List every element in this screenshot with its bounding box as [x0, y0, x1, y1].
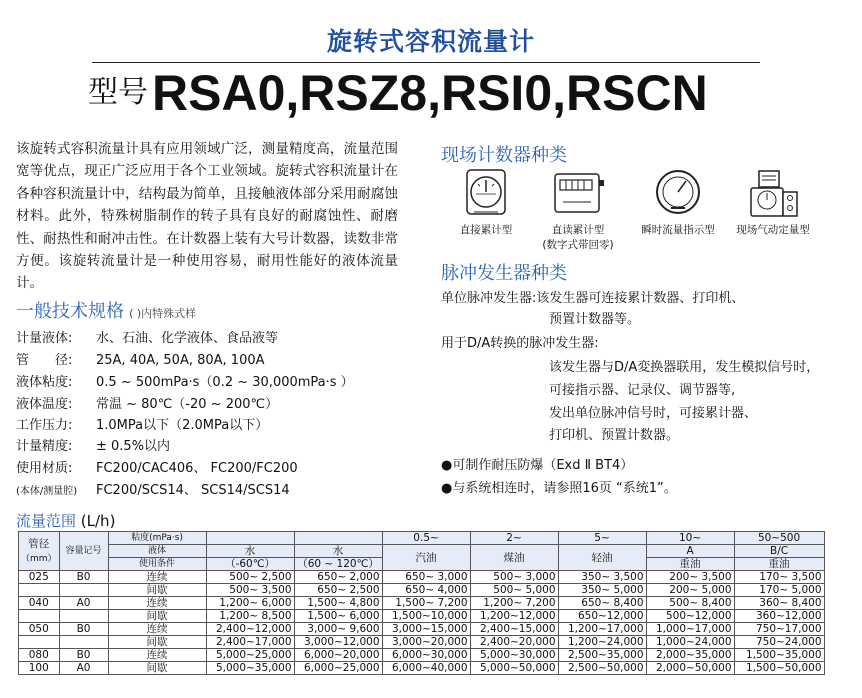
title-divider [92, 62, 760, 63]
table-row [19, 623, 825, 636]
header-cell: 轻油 [558, 545, 646, 571]
table-cell: 间歇 [108, 662, 206, 675]
pulse-line: 该发生器与D/A変换器联用，发生模拟信号时， [549, 360, 820, 375]
header-cell: 容量记号 [59, 532, 108, 571]
table-cell: 650~12,000 [558, 610, 646, 623]
table-cell: B0 [59, 623, 108, 636]
table-cell: 1,500~ 7,200 [382, 597, 470, 610]
model-heading [88, 64, 708, 122]
spec-heading [16, 297, 196, 323]
header-pipe-unit: （mm） [21, 553, 57, 564]
header-cell: B/C [734, 545, 824, 558]
pulse-line: 预置计数器等。 [549, 312, 641, 327]
spec-title: 一般技术规格 [16, 301, 124, 322]
spec-value: 1.0MPa以下（2.0MPa以下） [96, 418, 269, 433]
header-cell: 50~500 [734, 532, 824, 545]
table-row [19, 571, 825, 584]
counter-type [628, 168, 728, 237]
table-cell: 500~ 2,500 [206, 571, 294, 584]
table-cell: 080 [19, 649, 60, 662]
table-cell: 5,000~35,000 [206, 662, 294, 675]
table-row [19, 597, 825, 610]
header-cell: （-60℃） [206, 558, 294, 571]
counter-label: 现场气动定量型 [736, 224, 810, 236]
table-cell: 1,200~12,000 [470, 610, 558, 623]
table-cell: 650~ 2,500 [294, 584, 382, 597]
spec-value: 水、石油、化学液体、食品液等 [96, 331, 279, 346]
table-cell: B0 [59, 649, 108, 662]
pulse-line: 打印机、预置计数器。 [549, 428, 680, 443]
table-row [19, 610, 825, 623]
table-cell: 1,500~ 6,000 [294, 610, 382, 623]
table-cell: 1,500~35,000 [734, 649, 824, 662]
table-cell: 650~ 4,000 [382, 584, 470, 597]
table-cell [59, 610, 108, 623]
table-cell: 650~ 2,000 [294, 571, 382, 584]
spec-value: ± 0.5%以内 [96, 439, 171, 454]
table-cell: 500~12,000 [646, 610, 734, 623]
counters-heading: 现场计数器种类 [441, 145, 567, 166]
table-cell: 1,200~ 8,500 [206, 610, 294, 623]
table-cell: 350~ 3,500 [558, 571, 646, 584]
header-cell: 液体 [108, 545, 206, 558]
table-cell: 6,000~20,000 [294, 649, 382, 662]
table-cell: 360~12,000 [734, 610, 824, 623]
table-cell [19, 636, 60, 649]
table-cell: 650~ 3,000 [382, 571, 470, 584]
flow-range-table [18, 531, 825, 675]
spec-row [16, 349, 265, 368]
table-cell: 500~ 3,500 [206, 584, 294, 597]
table-cell: 750~17,000 [734, 623, 824, 636]
header-cell: 10~ [646, 532, 734, 545]
table-cell: 1,500~ 4,800 [294, 597, 382, 610]
table-cell: 2,500~35,000 [558, 649, 646, 662]
table-cell: 2,400~15,000 [470, 623, 558, 636]
table-row [19, 649, 825, 662]
table-header-row [19, 532, 825, 545]
table-cell: 2,400~20,000 [470, 636, 558, 649]
table-cell: 3,000~15,000 [382, 623, 470, 636]
table-cell: 1,200~ 7,200 [470, 597, 558, 610]
table-cell: 2,400~12,000 [206, 623, 294, 636]
table-cell: 2,000~35,000 [646, 649, 734, 662]
table-cell: 连续 [108, 623, 206, 636]
table-cell: 1,200~24,000 [558, 636, 646, 649]
table-cell: B0 [59, 571, 108, 584]
table-cell: 500~ 8,400 [646, 597, 734, 610]
table-cell: 连续 [108, 571, 206, 584]
table-cell [19, 610, 60, 623]
table-cell [19, 584, 60, 597]
table-cell: 5,000~50,000 [470, 662, 558, 675]
table-cell: 5,000~30,000 [470, 649, 558, 662]
table-cell: 200~ 5,000 [646, 584, 734, 597]
bullet-note: ●与系统相连时，请参照16页 “系统1”。 [441, 481, 677, 496]
header-cell: 重油 [646, 558, 734, 571]
header-pipe: 管径 [28, 537, 50, 550]
table-cell: 间歇 [108, 636, 206, 649]
table-cell: 360~ 8,400 [734, 597, 824, 610]
range-title [16, 510, 115, 531]
table-cell: 6,000~40,000 [382, 662, 470, 675]
table-cell: 500~ 5,000 [470, 584, 558, 597]
digital-counter-icon [551, 168, 605, 218]
spec-row [16, 457, 298, 476]
table-cell: 750~24,000 [734, 636, 824, 649]
table-cell: 1,000~24,000 [646, 636, 734, 649]
header-cell: 汽油 [382, 545, 470, 571]
spec-key: 计量液体: [16, 331, 73, 346]
table-cell: 040 [19, 597, 60, 610]
header-cell: 0.5~ [382, 532, 470, 545]
table-cell: 025 [19, 571, 60, 584]
spec-key: (本体/测量腔) [16, 486, 78, 497]
pulse-heading: 脉冲发生器种类 [441, 263, 567, 284]
table-cell: A0 [59, 662, 108, 675]
table-cell: 1,500~50,000 [734, 662, 824, 675]
header-cell: 水 [206, 545, 294, 558]
range-title-text: 流量范围 [16, 512, 77, 530]
spec-row [16, 479, 290, 498]
spec-value: 常温 ~ 80℃（-20 ~ 200℃） [96, 397, 279, 412]
page-title: 旋转式容积流量计 [326, 27, 535, 56]
spec-value: FC200/CAC406、 FC200/FC200 [96, 461, 298, 476]
pulse-line: 可接指示器、记录仪、调节器等, [549, 383, 736, 398]
spec-value: 25A, 40A, 50A, 80A, 100A [96, 353, 265, 368]
table-cell: 2,000~50,000 [646, 662, 734, 675]
spec-key: 管 径: [16, 353, 73, 368]
spec-note: ( )内特殊式样 [129, 307, 197, 320]
table-cell: 间歇 [108, 610, 206, 623]
counter-label: 直接累计型 [459, 224, 513, 236]
table-cell: 350~ 5,000 [558, 584, 646, 597]
table-cell: 1,200~ 6,000 [206, 597, 294, 610]
pneumatic-icon [745, 168, 801, 218]
header-cell: 水 [294, 545, 382, 558]
table-cell: A0 [59, 597, 108, 610]
range-title-unit: (L/h) [80, 512, 116, 530]
gauge-icon [653, 168, 703, 218]
header-cell: A [646, 545, 734, 558]
counter-type [528, 168, 628, 252]
spec-key: 液体温度: [16, 397, 73, 412]
header-cell [294, 532, 382, 545]
table-cell: 050 [19, 623, 60, 636]
spec-row [16, 414, 268, 433]
spec-key: 工作压力: [16, 418, 73, 433]
spec-row [16, 371, 354, 390]
header-cell: 煤油 [470, 545, 558, 571]
pulse-line: 发出单位脉冲信号时，可接累计器、 [549, 406, 758, 421]
header-cell: 粘度(mPa·s) [108, 532, 206, 545]
counter-type [723, 168, 823, 237]
spec-row [16, 393, 278, 412]
header-cell: 2~ [470, 532, 558, 545]
header-cell: （60 ~ 120℃） [294, 558, 382, 571]
table-cell: 间歇 [108, 584, 206, 597]
spec-row [16, 435, 170, 454]
counter-type [436, 168, 536, 237]
model-prefix: 型号 [88, 75, 148, 110]
pulse-line: 单位脉冲发生器:该发生器可连接累计数器、打印机、 [441, 291, 745, 306]
counter-sublabel: (数字式带回零) [542, 239, 614, 251]
intro-paragraph: 该旋转式容积流量计具有应用领域广泛，测量精度高，流量范围宽等优点，现正广泛应用于各个工业领域。旋转式容积流量计在各种容积流量计中，结构最为简单，且接触液体部分采用耐腐蚀材料。此外，特殊树脂制作的转子具有良好的耐腐蚀性、耐磨性、耐热性和耐冲击性。在计数器上装有大号计数器，读数非常方便。该旋转流量计是一种使用容易，耐用性能好的液体流量计。 [16, 141, 398, 292]
table-cell: 2,500~50,000 [558, 662, 646, 675]
counter-label: 直读累计型 [551, 224, 605, 236]
spec-value: FC200/SCS14、 SCS14/SCS14 [96, 483, 290, 498]
header-cell: 重油 [734, 558, 824, 571]
header-cell: 使用条件 [108, 558, 206, 571]
table-cell: 2,400~17,000 [206, 636, 294, 649]
table-row [19, 584, 825, 597]
table-row [19, 636, 825, 649]
table-cell: 650~ 8,400 [558, 597, 646, 610]
flow-range-body [19, 532, 825, 675]
table-cell: 3,000~ 9,600 [294, 623, 382, 636]
table-cell: 170~ 3,500 [734, 571, 824, 584]
table-cell: 1,500~10,000 [382, 610, 470, 623]
table-cell: 5,000~25,000 [206, 649, 294, 662]
table-cell: 170~ 5,000 [734, 584, 824, 597]
table-cell [59, 584, 108, 597]
header-cell: 5~ [558, 532, 646, 545]
table-cell: 3,000~20,000 [382, 636, 470, 649]
counter-label: 瞬时流量指示型 [641, 224, 715, 236]
model-names: RSA0,RSZ8,RSI0,RSCN [152, 65, 708, 121]
spec-value: 0.5 ~ 500mPa·s（0.2 ~ 30,000mPa·s ） [96, 375, 354, 390]
table-cell: 500~ 3,000 [470, 571, 558, 584]
spec-key: 液体粘度: [16, 375, 73, 390]
table-header-row [19, 545, 825, 558]
table-row [19, 662, 825, 675]
table-cell: 200~ 3,500 [646, 571, 734, 584]
spec-row [16, 327, 278, 346]
table-cell: 1,200~17,000 [558, 623, 646, 636]
dial-counter-icon [464, 168, 508, 218]
spec-key: 使用材质: [16, 461, 73, 476]
header-cell [206, 532, 294, 545]
pulse-line: 用于D/A转换的脉冲发生器: [441, 336, 599, 351]
table-cell: 连续 [108, 649, 206, 662]
table-cell: 1,000~17,000 [646, 623, 734, 636]
table-cell: 100 [19, 662, 60, 675]
spec-key: 计量精度: [16, 439, 73, 454]
table-cell: 6,000~25,000 [294, 662, 382, 675]
table-cell [59, 636, 108, 649]
header-cell [19, 532, 60, 571]
bullet-note: ●可制作耐压防爆（Exd Ⅱ BT4） [441, 458, 634, 473]
table-cell: 6,000~30,000 [382, 649, 470, 662]
table-cell: 连续 [108, 597, 206, 610]
table-cell: 3,000~12,000 [294, 636, 382, 649]
